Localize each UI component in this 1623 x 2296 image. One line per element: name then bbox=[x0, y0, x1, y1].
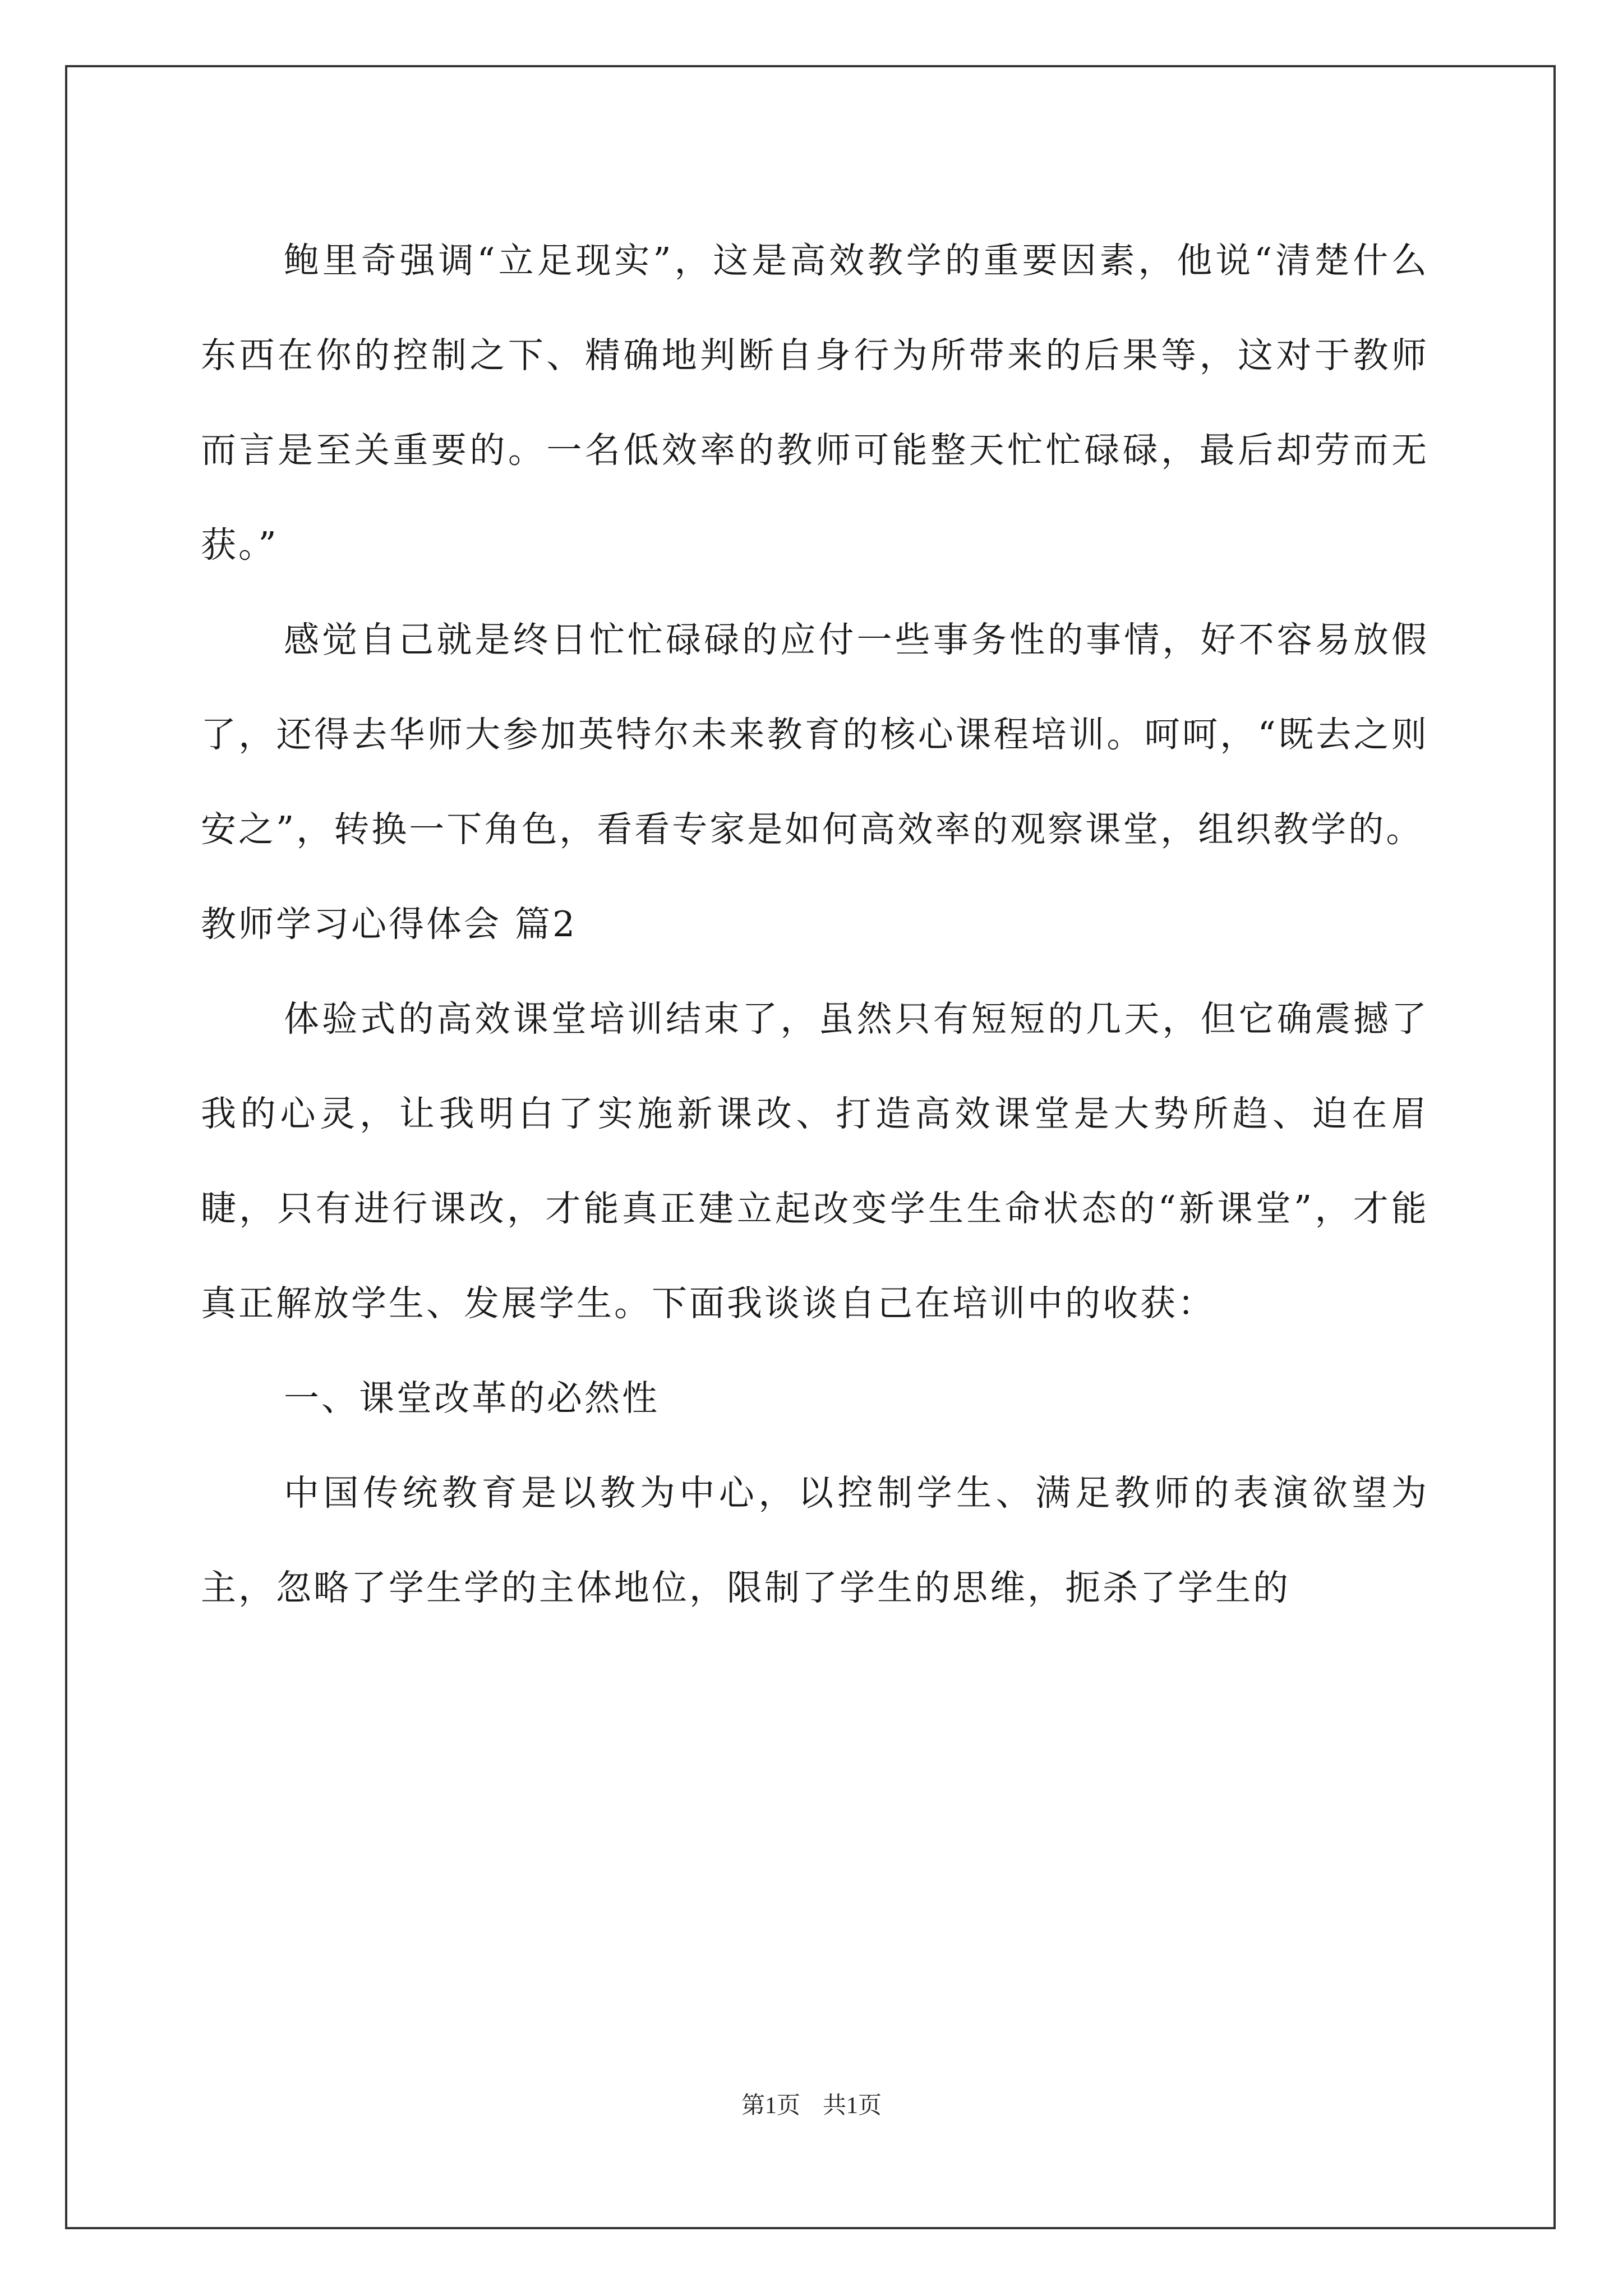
paragraph-training-summary: 体验式的高效课堂培训结束了，虽然只有短短的几天，但它确震撼了我的心灵，让我明白了实施新课改、打造高效课堂是大势所趋、迫在眉睫，只有进行课改，才能真正建立起改变学生生命状态的“新课堂”，才能真正解放学生、发展学生。下面我谈谈自己在培训中的收获： bbox=[201, 999, 1429, 1324]
document-body bbox=[201, 213, 1429, 1635]
page-footer bbox=[0, 2087, 1623, 2120]
section-heading: 教师学习心得体会 篇2 bbox=[201, 904, 578, 945]
paragraph-busy-feeling: 感觉自己就是终日忙忙碌碌的应付一些事务性的事情，好不容易放假了，还得去华师大参加英特尔未来教育的核心课程培训。呵呵，“既去之则安之”，转换一下角色，看看专家是如何高效率的观察课堂，组织教学的。 bbox=[201, 619, 1429, 850]
subheading-reform-necessity: 一、课堂改革的必然性 bbox=[284, 1378, 660, 1419]
paragraph-borich-quote: 鲍里奇强调“立足现实”，这是高效教学的重要因素，他说“清楚什么东西在你的控制之下、精确地判断自身行为所带来的后果等，这对于教师而言是至关重要的。一名低效率的教师可能整天忙忙碌碌，最后却劳而无获。” bbox=[201, 240, 1429, 565]
page-number-current: 第1页 bbox=[741, 2093, 800, 2119]
page-number-total: 共1页 bbox=[823, 2093, 882, 2119]
paragraph-traditional-education: 中国传统教育是以教为中心，以控制学生、满足教师的表演欲望为主，忽略了学生学的主体地位，限制了学生的思维，扼杀了学生的 bbox=[201, 1473, 1429, 1608]
